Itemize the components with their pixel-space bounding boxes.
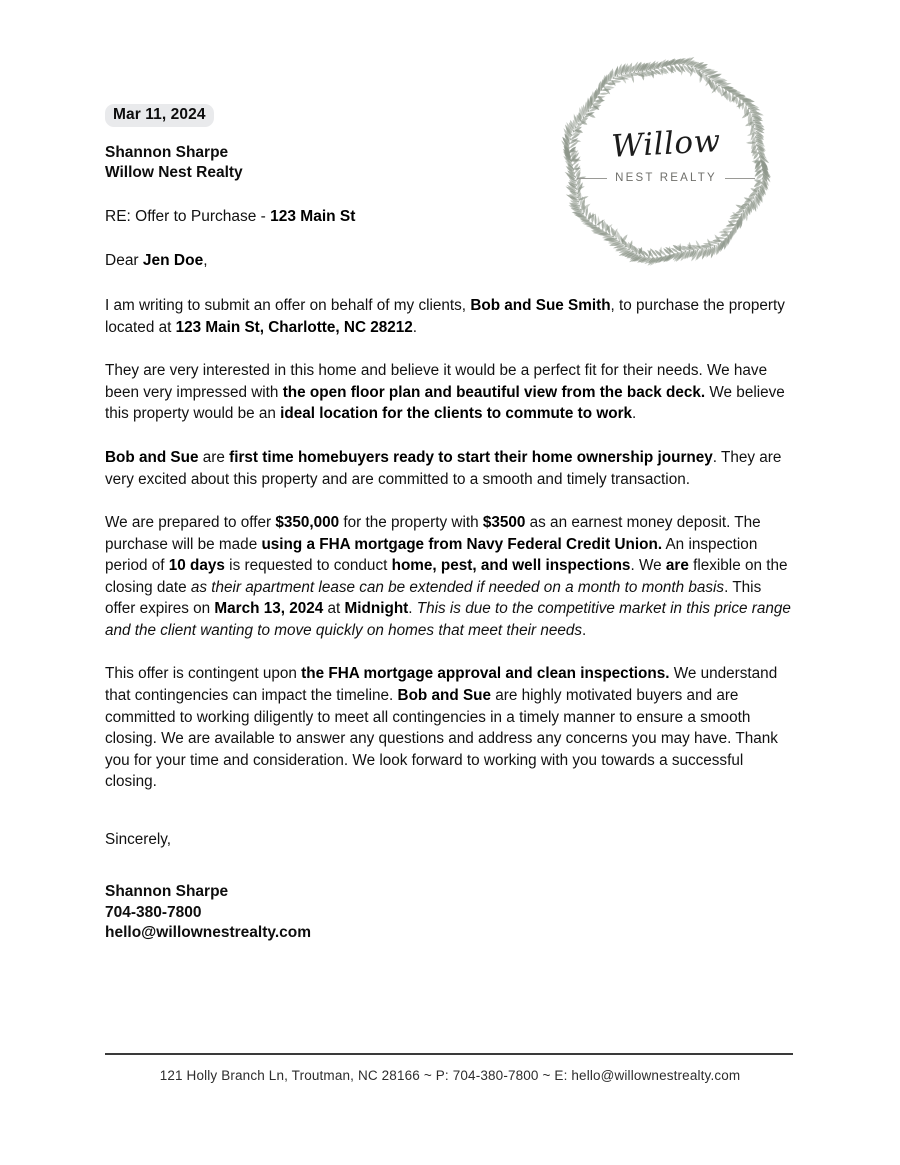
text-run: . This offer expires on (105, 578, 762, 618)
text-run: at (323, 600, 345, 618)
text-run: are highly motivated buyers and are committed to working diligently to meet all contingencies in a timely manner to ensure a smooth closing. We are available to answer any questions and address any concerns you may have. Thank you for your time and consideration. We look forward to working with you towards a successful closing. (105, 687, 778, 791)
text-run: 10 days (168, 557, 225, 575)
text-run: the FHA mortgage approval and clean inspections. (301, 665, 670, 683)
footer-divider (105, 1053, 793, 1055)
text-run: $3500 (482, 514, 526, 532)
footer-contact-text: 121 Holly Branch Ln, Troutman, NC 28166 ~ P: 704-380-7800 ~ E: hello@willownestrealty.com (159, 1068, 741, 1083)
text-run: . (412, 318, 418, 336)
page-footer (105, 1053, 795, 1083)
text-run: Bob and Sue Smith (470, 297, 611, 315)
text-run: March 13, 2024 (214, 600, 324, 618)
text-run: , to purchase the property located at (105, 297, 785, 336)
text-run: This is due to the competitive market in this price range and the client wanting to move quickly on homes that meet their needs (105, 600, 791, 639)
sender-block (105, 143, 795, 183)
salutation-suffix: , (203, 252, 208, 270)
text-run: as their apartment lease can be extended if needed on a month to month basis (190, 578, 725, 596)
paragraph-contingency (105, 663, 795, 792)
paragraph-list (105, 295, 795, 793)
signature-name: Shannon Sharpe (105, 883, 229, 901)
paragraph-intro (105, 295, 795, 338)
text-run: We believe this property would be an (105, 383, 785, 423)
text-run: 123 Main St, Charlotte, NC 28212 (175, 318, 413, 336)
text-run: $350,000 (275, 514, 340, 532)
text-run: We are prepared to offer (105, 514, 276, 532)
salutation-prefix: Dear (105, 252, 143, 270)
subject-prefix: RE: Offer to Purchase - (105, 208, 271, 226)
text-run: Bob and Sue (105, 448, 199, 466)
paragraph-buyers (105, 447, 795, 490)
text-run: They are very interested in this home and believe it would be a perfect fit for their needs. We have been very impressed with (105, 362, 768, 401)
date-chip: Mar 11, 2024 (105, 104, 214, 127)
sender-company: Willow Nest Realty (105, 164, 243, 182)
text-run: home, pest, and well inspections (391, 557, 631, 575)
text-run: . We (630, 557, 666, 575)
paragraph-interest (105, 360, 795, 425)
closing-line: Sincerely, (105, 830, 172, 848)
text-run: An inspection period of (105, 535, 758, 575)
text-run: the open floor plan and beautiful view from the back deck. (282, 383, 706, 401)
text-run: flexible on the closing date (105, 557, 788, 596)
signature-phone: 704-380-7800 (105, 903, 202, 921)
text-run: . (632, 405, 637, 423)
text-run: . They are very excited about this property and are committed to a smooth and timely transaction. (105, 448, 782, 488)
text-run: first time homebuyers ready to start their home ownership journey (229, 448, 713, 466)
salutation-recipient: Jen Doe (142, 252, 204, 270)
text-run: are (665, 557, 689, 575)
letter-date (105, 104, 214, 127)
signature-block (105, 882, 795, 943)
letter-body (105, 143, 795, 944)
signature-email: hello@willownestrealty.com (105, 924, 312, 942)
salutation-line (105, 251, 795, 272)
paragraph-terms (105, 512, 795, 641)
text-run: We understand that contingencies can impact the timeline. (105, 665, 778, 704)
subject-property: 123 Main St (270, 208, 356, 226)
text-run: . (408, 600, 417, 618)
text-run: using a FHA mortgage from Navy Federal Credit Union. (261, 535, 663, 553)
text-run: Bob and Sue (397, 687, 491, 704)
text-run: is requested to conduct (224, 557, 392, 575)
text-run: for the property with (339, 514, 483, 532)
logo-script-name: Willow (610, 123, 722, 165)
text-run: ideal location for the clients to commute to work (280, 405, 633, 423)
text-run: This offer is contingent upon (105, 665, 302, 683)
text-run: Midnight (344, 600, 409, 618)
sender-name: Shannon Sharpe (105, 144, 229, 161)
text-run: . (582, 621, 587, 639)
text-run: are (198, 448, 230, 466)
text-run: I am writing to submit an offer on behalf of my clients, (105, 297, 471, 315)
logo-subtitle: NEST REALTY (615, 172, 717, 184)
text-run: as an earnest money deposit. The purchase will be made (105, 514, 761, 553)
subject-line (105, 207, 795, 228)
